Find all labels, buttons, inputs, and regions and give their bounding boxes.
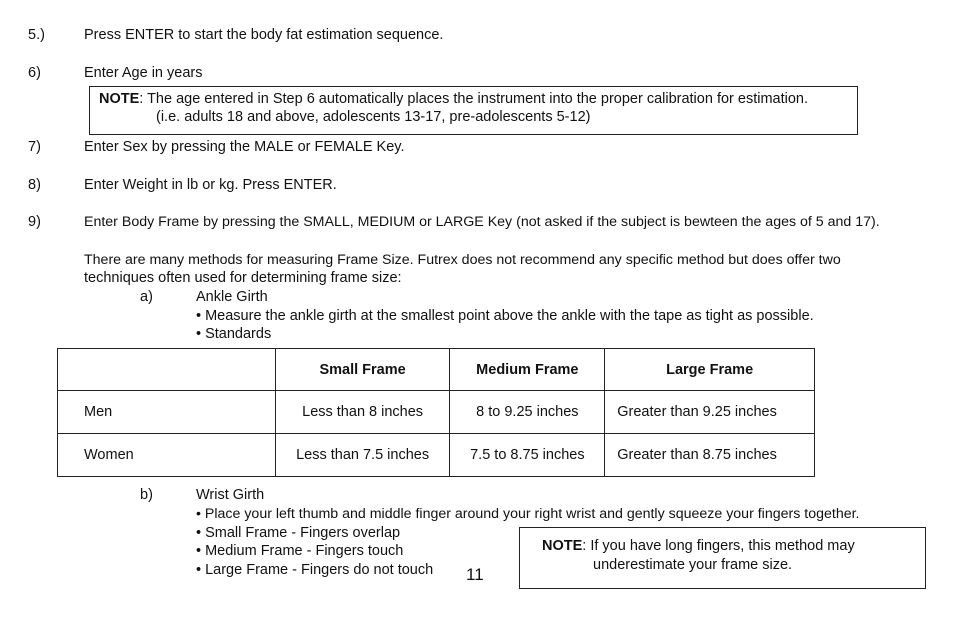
table-header-cell	[58, 349, 276, 391]
method-b-title: Wrist Girth	[196, 487, 265, 503]
wrist-note-text: : If you have long fingers, this method may	[582, 538, 855, 554]
step-6-text: Enter Age in years	[84, 65, 203, 81]
table-cell: Greater than 9.25 inches	[605, 391, 815, 434]
method-b-bullet-2: • Small Frame - Fingers overlap	[196, 525, 401, 541]
age-note-box	[89, 86, 858, 135]
intro-line-1: There are many methods for measuring Frame Size. Futrex does not recommend any specific method but does offer two	[84, 252, 841, 268]
step-9-number: 9)	[28, 214, 41, 230]
table-header-row	[58, 349, 815, 391]
wrist-note-line-2: underestimate your frame size.	[593, 557, 793, 573]
table-cell: 8 to 9.25 inches	[450, 391, 605, 434]
step-8-text: Enter Weight in lb or kg. Press ENTER.	[84, 177, 337, 193]
method-b-bullet-1: • Place your left thumb and middle finger around your right wrist and gently squeeze your fingers together.	[196, 506, 860, 522]
note-label: NOTE	[542, 538, 583, 554]
table-cell: Women	[58, 434, 276, 477]
method-b-letter: b)	[140, 487, 153, 503]
table-cell: Less than 8 inches	[275, 391, 450, 434]
age-note-line-2: (i.e. adults 18 and above, adolescents 13-17, pre-adolescents 5-12)	[156, 109, 591, 125]
age-note-line-1	[99, 91, 808, 107]
step-7-number: 7)	[28, 139, 41, 155]
method-b-bullet-4: • Large Frame - Fingers do not touch	[196, 562, 434, 578]
method-a-letter: a)	[140, 289, 153, 305]
table-header-cell: Large Frame	[605, 349, 815, 391]
step-5-text: Press ENTER to start the body fat estimation sequence.	[84, 27, 444, 43]
page-number: 11	[466, 565, 484, 584]
table-cell: 7.5 to 8.75 inches	[450, 434, 605, 477]
method-a-title: Ankle Girth	[196, 289, 268, 305]
step-7-text: Enter Sex by pressing the MALE or FEMALE Key.	[84, 139, 405, 155]
step-8-number: 8)	[28, 177, 41, 193]
method-a-bullet-2: • Standards	[196, 326, 272, 342]
table-row	[58, 391, 815, 434]
method-a-bullet-1: • Measure the ankle girth at the smallest point above the ankle with the tape as tight as possible.	[196, 308, 814, 324]
table-header-cell: Small Frame	[275, 349, 450, 391]
step-9-text: Enter Body Frame by pressing the SMALL, MEDIUM or LARGE Key (not asked if the subject is bewteen the ages of 5 and 17).	[84, 214, 880, 230]
intro-line-2: techniques often used for determining frame size:	[84, 270, 402, 286]
table-header-cell: Medium Frame	[450, 349, 605, 391]
step-6-number: 6)	[28, 65, 41, 81]
age-note-text: : The age entered in Step 6 automatically places the instrument into the proper calibration for estimation.	[139, 91, 809, 107]
wrist-note-line-1	[542, 538, 855, 554]
note-label: NOTE	[99, 91, 140, 107]
step-5-number: 5.)	[28, 27, 45, 43]
wrist-note-box	[519, 527, 926, 589]
table-row	[58, 434, 815, 477]
table-cell: Men	[58, 391, 276, 434]
frame-size-standards-table	[57, 348, 815, 477]
table-cell: Greater than 8.75 inches	[605, 434, 815, 477]
table-cell: Less than 7.5 inches	[275, 434, 450, 477]
method-b-bullet-3: • Medium Frame - Fingers touch	[196, 543, 404, 559]
